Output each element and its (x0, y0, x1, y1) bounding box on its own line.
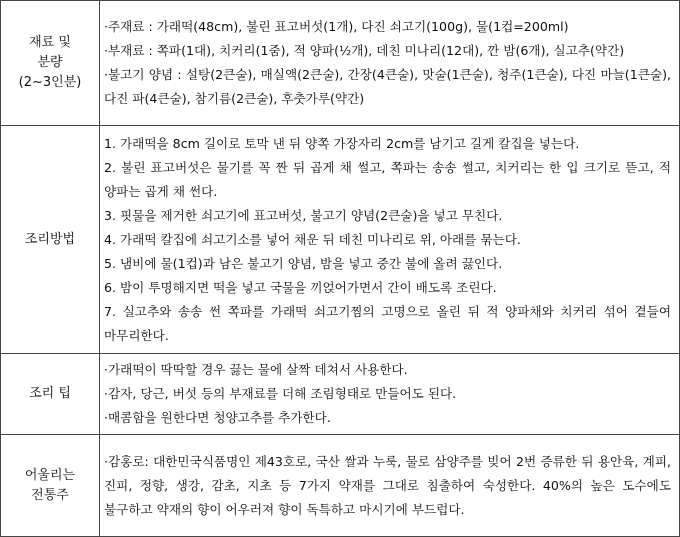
ingredients-label-line1: 재료 및 (29, 35, 71, 50)
pairing-label-line2: 전통주 (31, 487, 69, 503)
method-content-cell (100, 126, 680, 354)
tips-row (1, 354, 680, 435)
tip-item: ·매콤함을 원한다면 청양고추를 추가한다. (104, 410, 331, 425)
tip-item: ·감자, 당근, 버섯 등의 부재료를 더해 조림형태로 만들어도 된다. (104, 386, 457, 401)
ingredients-label-cell (1, 1, 100, 126)
pairing-row (1, 435, 680, 537)
ingredients-label-line2: 분량 (37, 55, 63, 70)
tips-content-cell (100, 354, 680, 435)
seasoning-text: ·불고기 양념 : 설탕(2큰술), 매실액(2큰술), 간장(4큰술), 맛술(1큰술), 청주(1큰술), 다진 마늘(1큰술), 다진 파(4큰술), 참기름(2큰술), 후춧가루(약간) (104, 67, 671, 106)
method-step: 4. 가래떡 칼집에 쇠고기소를 넣어 채운 뒤 데친 미나리로 위, 아래를 묶는다. (104, 231, 521, 247)
method-label-cell (1, 126, 100, 354)
ingredients-content-cell (100, 1, 680, 126)
pairing-label-cell (1, 435, 100, 537)
sub-ingredients-text: ·부재료 : 쪽파(1대), 치커리(1줌), 적 양파(½개), 데친 미나리(12대), 깐 밤(6개), 실고추(약간) (104, 43, 625, 58)
ingredients-label-line3: (2~3인분) (18, 75, 82, 90)
method-step: 6. 밤이 투명해지면 떡을 넣고 국물을 끼얹어가면서 간이 배도록 조린다. (104, 279, 497, 295)
ingredients-row (1, 1, 680, 126)
method-step-list (104, 132, 671, 348)
method-step: 3. 핏물을 제거한 쇠고기에 표고버섯, 불고기 양념(2큰술)을 넣고 무친다. (104, 207, 503, 223)
pairing-content-cell (100, 435, 680, 537)
method-step: 7. 실고추와 송송 썬 쪽파를 가래떡 쇠고기찜의 고명으로 올린 뒤 적 양파채와 치커리 섞어 곁들여 마무리한다. (104, 303, 671, 343)
method-step: 5. 냄비에 물(1컵)과 남은 불고기 양념, 밤을 넣고 중간 불에 올려 끓인다. (104, 255, 503, 271)
method-row (1, 126, 680, 354)
pairing-label-line1: 어울리는 (24, 467, 76, 483)
tips-label-cell (1, 354, 100, 435)
main-ingredients-text: ·주재료 : 가래떡(48cm), 불린 표고버섯(1개), 다진 쇠고기(100g), 물(1컵=200ml) (104, 19, 569, 34)
method-step: 1. 가래떡을 8cm 길이로 토막 낸 뒤 양쪽 가장자리 2cm를 남기고 길게 칼집을 넣는다. (104, 135, 580, 151)
method-label: 조리방법 (24, 231, 76, 247)
method-step: 2. 불린 표고버섯은 물기를 꼭 짠 뒤 곱게 채 썰고, 쪽파는 송송 썰고, 치커리는 한 입 크기로 뜯고, 적 양파는 곱게 채 썬다. (104, 159, 671, 199)
pairing-text: ·감홍로: 대한민국식품명인 제43호로, 국산 쌀과 누룩, 물로 삼양주를 빚어 2번 증류한 뒤 용안육, 계피, 진피, 정향, 생강, 감초, 지초 등 7가지 약재를 그대로 침출하여 숙성한다. 40%의 높은 도수에도 불구하고 약재의 향이 어우러져 향이 독특하고 마시기에 부드럽다. (104, 453, 671, 517)
tip-item: ·가래떡이 딱딱할 경우 끓는 물에 살짝 데쳐서 사용한다. (104, 362, 408, 377)
tips-label: 조리 팁 (29, 386, 71, 401)
